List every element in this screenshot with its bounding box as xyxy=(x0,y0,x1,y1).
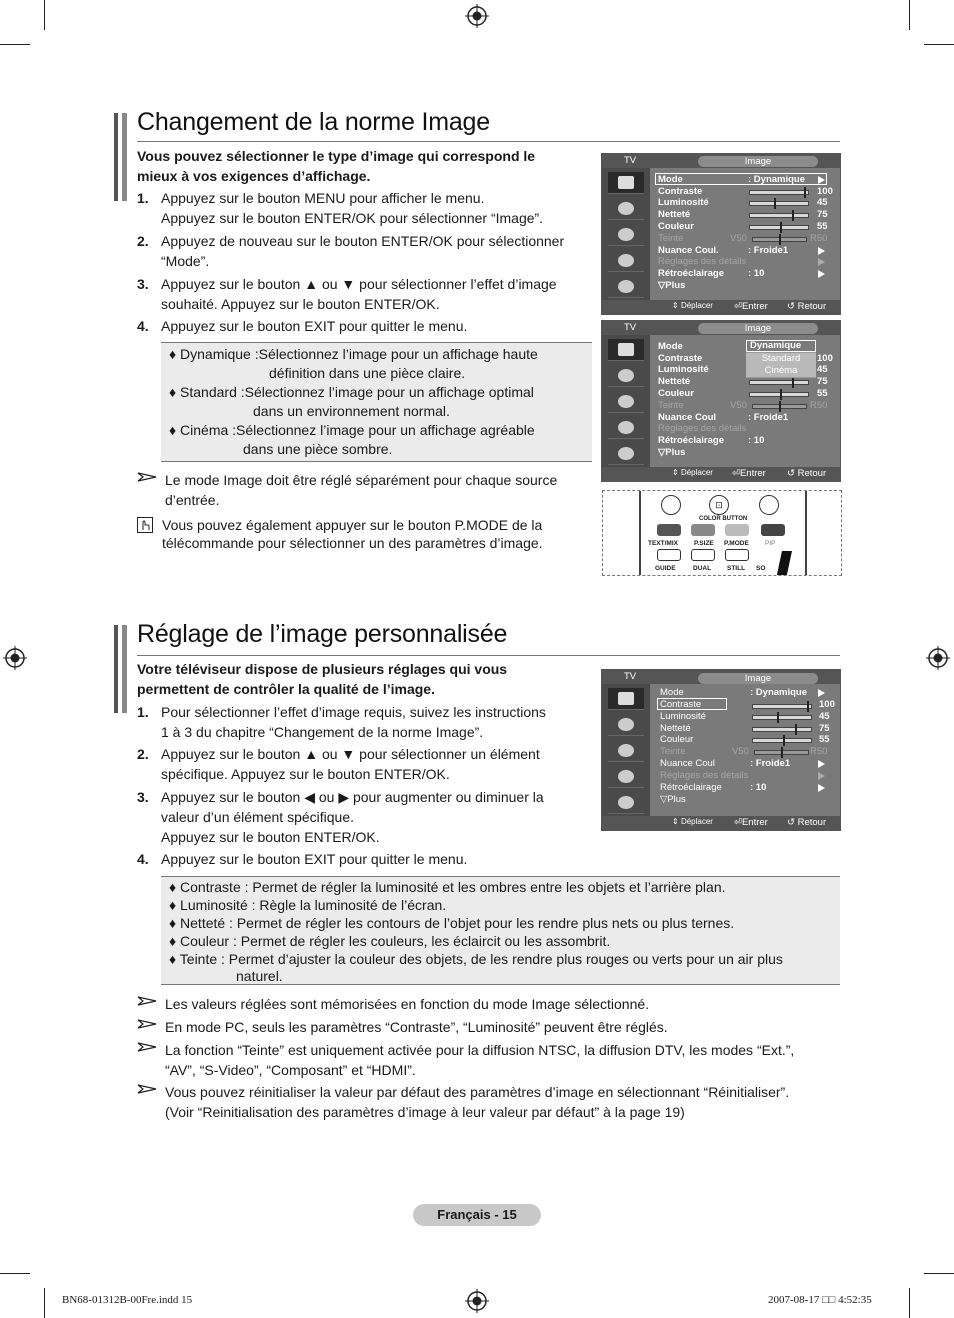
slider-knob[interactable] xyxy=(774,198,776,209)
crop-mark xyxy=(909,0,910,30)
menu-item-detail-settings[interactable]: Réglages des détails xyxy=(660,770,749,781)
menu-item-more[interactable]: ▽Plus xyxy=(658,280,686,291)
return-hint: ↺ Retour xyxy=(787,468,827,479)
picture-mode-box: ♦ Dynamique :Sélectionnez l’image pour un affichage haute définition dans une pièce claire. ♦ Standard :Sélectionnez l’image pour un affichage optimal dans un environnement normal. ♦ Cinéma :Sélectionnez l’image pour un affichage agréable dans une pièce sombre. xyxy=(161,342,592,462)
crop-mark xyxy=(924,44,954,45)
setup-gear-icon[interactable] xyxy=(608,766,644,788)
step-item: 3. Appuyez sur le bouton ▲ ou ▼ pour sélectionner l’effet d’image souhaité. Appuyez sur le bouton ENTER/OK. xyxy=(137,276,557,312)
section-bar xyxy=(122,625,127,713)
menu-item-backlight[interactable]: Rétroéclairage xyxy=(658,268,725,279)
remote-round-button[interactable] xyxy=(661,495,681,515)
note: Vous pouvez également appuyer sur le bouton P.MODE de la télécommande pour sélectionner un des paramètres d’image. xyxy=(137,515,597,555)
tv-menu-mode-options: TV Image Mode Contraste Luminosité Netteté Couleur Teinte V50 R50 Nuance Coul : Froide1 Réglages des détails Rétroéclairage : 10 ▽Plus 100 45 75 55 Dynamique Standard Cinéma ⇕ Déplacer ⏎Entrer ↺ Retour xyxy=(601,320,841,482)
menu-footer xyxy=(602,467,840,481)
so-button-label: SO xyxy=(756,565,766,572)
section-intro: Votre téléviseur dispose de plusieurs réglages qui vous permettent de contrôler la qualité de l’image. xyxy=(137,661,508,697)
dual-button-label: DUAL xyxy=(693,565,712,572)
color-yellow-button[interactable] xyxy=(725,524,749,536)
menu-item-mode[interactable]: Mode xyxy=(658,341,683,352)
text-mix-button-label: TEXT/MIX xyxy=(648,540,678,547)
menu-item-color-tone[interactable]: Nuance Coul xyxy=(658,412,717,423)
contrast-slider[interactable] xyxy=(752,704,812,709)
menu-item-sharpness[interactable]: Netteté xyxy=(658,376,691,387)
note: La fonction “Teinte” est uniquement activée pour la diffusion NTSC, la diffusion DTV, les modes “Ext.”, “AV”, “S-Video”, “Composant” et “HDMI”. xyxy=(137,1040,837,1080)
step-item: 2. Appuyez de nouveau sur le bouton ENTER/OK pour sélectionner “Mode”. xyxy=(137,233,565,269)
menu-footer xyxy=(602,816,840,830)
channel-icon[interactable] xyxy=(608,391,644,413)
slider-knob[interactable] xyxy=(783,735,785,746)
section-bar xyxy=(122,113,127,201)
menu-item-tint[interactable]: Teinte xyxy=(660,746,686,757)
mode-option-dynamique[interactable]: Dynamique xyxy=(746,340,816,352)
crop-mark xyxy=(44,0,45,30)
channel-icon[interactable] xyxy=(608,740,644,762)
section-bar xyxy=(114,625,118,713)
note: En mode PC, seuls les paramètres “Contraste”, “Luminosité” peuvent être réglés. xyxy=(137,1017,837,1037)
return-hint: ↺ Retour xyxy=(787,301,827,312)
note-arrow-icon xyxy=(137,1084,157,1094)
step-number: 4. xyxy=(137,318,149,334)
pip-button-label: PIP xyxy=(765,540,776,547)
color-blue-button[interactable] xyxy=(761,524,785,536)
color-green-button[interactable] xyxy=(691,524,715,536)
pointer-icon xyxy=(776,551,792,576)
color-slider[interactable] xyxy=(749,225,809,230)
channel-icon[interactable] xyxy=(608,224,644,246)
sound-icon[interactable] xyxy=(608,365,644,387)
guide-button-label: GUIDE xyxy=(655,565,676,572)
menu-sidebar xyxy=(602,335,650,469)
section-intro: Vous pouvez sélectionner le type d’image qui correspond le mieux à vos exigences d’affichage. xyxy=(137,148,536,184)
note-arrow-icon xyxy=(137,472,157,482)
registration-mark-icon xyxy=(926,646,950,670)
step-item: 1. Appuyez sur le bouton MENU pour afficher le menu. Appuyez sur le bouton ENTER/OK pour sélectionner “Image”. xyxy=(137,190,544,226)
picture-settings-box: ♦ Contraste : Permet de régler la luminosité et les ombres entre les objets et l’arrière plan. ♦ Luminosité : Règle la luminosité de l’écran. ♦ Netteté : Permet de régler les contours de l’objet pour les rendre plus nets ou plus ternes. ♦ Couleur : Permet de régler les couleurs, les éclaircit ou les assombrit. ♦ Teinte : Permet d’ajuster la couleur des objets, de les rendre plus rouges ou verts pour un air plus naturel. xyxy=(161,876,840,985)
sound-icon[interactable] xyxy=(608,198,644,220)
date-slug: 2007-08-17 □□ 4:52:35 xyxy=(768,1294,872,1306)
remote-round-button[interactable] xyxy=(759,495,779,515)
menu-item-detail-settings[interactable]: Réglages des détails xyxy=(658,256,747,267)
slider-knob[interactable] xyxy=(779,401,781,412)
brightness-slider[interactable] xyxy=(752,715,812,720)
step-number: 2. xyxy=(137,233,149,249)
picture-icon[interactable] xyxy=(608,172,644,194)
tv-menu-contrast: TV Image Mode : Dynamique Contraste Luminosité Netteté Couleur Teinte V50 R50 Nuance Coul : Froide1 Réglages des détails Rétroéclairage : 10 ▽Plus 100 45 75 55 ⇕ Déplacer ⏎Entrer ↺ Retour xyxy=(601,669,841,831)
brightness-slider[interactable] xyxy=(749,201,809,206)
step-item: 4. Appuyez sur le bouton EXIT pour quitter le menu. xyxy=(137,851,468,867)
menu-item-color[interactable]: Couleur xyxy=(658,221,694,232)
crop-mark xyxy=(924,1273,954,1274)
tv-menu-picture-mode: TV Image Mode : Dynamique Contraste Luminosité Netteté Couleur Teinte V50 R50 Nuance Coul. : Froide1 Réglages des détails Rétroéclairage : 10 ▽Plus 100 45 75 55 ⇕ Déplacer ⏎Entrer ↺ Retour xyxy=(601,153,841,315)
slider-knob[interactable] xyxy=(779,234,781,245)
menu-item-mode[interactable]: Mode xyxy=(658,174,683,185)
sharpness-slider[interactable] xyxy=(752,727,812,732)
section-bar xyxy=(114,113,118,201)
slider-knob[interactable] xyxy=(780,389,782,400)
slider-knob[interactable] xyxy=(781,747,783,758)
note-arrow-icon xyxy=(137,1019,157,1029)
menu-item-color[interactable]: Couleur xyxy=(660,734,694,745)
slider-knob[interactable] xyxy=(807,701,809,712)
menu-item-contrast[interactable]: Contraste xyxy=(658,353,703,364)
registration-mark-icon xyxy=(465,1289,489,1313)
menu-item-color-tone[interactable]: Nuance Coul. xyxy=(658,245,719,256)
menu-item-backlight[interactable]: Rétroéclairage xyxy=(658,435,725,446)
step-item: 4. Appuyez sur le bouton EXIT pour quitter le menu. xyxy=(137,318,468,334)
move-hint: ⇕ Déplacer xyxy=(672,817,713,826)
step-number: 4. xyxy=(137,851,149,867)
tint-slider[interactable] xyxy=(752,237,807,242)
crop-mark xyxy=(44,1288,45,1318)
mode-option-standard[interactable]: Standard xyxy=(746,353,816,365)
color-button-label: COLOR BUTTON xyxy=(699,516,748,522)
menu-sidebar xyxy=(602,684,650,818)
step-number: 3. xyxy=(137,276,149,292)
input-icon[interactable] xyxy=(608,792,644,814)
menu-item-tint[interactable]: Teinte xyxy=(658,233,684,244)
enter-hint: ⏎Entrer xyxy=(734,817,768,828)
step-number: 1. xyxy=(137,190,149,206)
slider-knob[interactable] xyxy=(780,222,782,233)
color-slider[interactable] xyxy=(752,738,812,743)
enter-hint: ⏎Entrer xyxy=(732,468,766,479)
mode-dropdown[interactable] xyxy=(746,340,816,378)
picture-icon[interactable] xyxy=(608,688,644,710)
contrast-slider[interactable] xyxy=(749,190,809,195)
enter-hint: ⏎Entrer xyxy=(734,301,768,312)
remote-illustration xyxy=(602,490,842,576)
menu-item-sharpness[interactable]: Netteté xyxy=(660,723,691,734)
menu-item-tint[interactable]: Teinte xyxy=(658,400,684,411)
move-hint: ⇕ Déplacer xyxy=(672,468,713,477)
crop-mark xyxy=(0,1273,30,1274)
menu-item-backlight[interactable]: Rétroéclairage xyxy=(660,782,722,793)
menu-sidebar xyxy=(602,168,650,302)
menu-item-contrast[interactable]: Contraste xyxy=(660,699,702,710)
text-mix-button[interactable] xyxy=(657,549,681,561)
input-icon[interactable] xyxy=(608,276,644,298)
picture-icon[interactable] xyxy=(608,339,644,361)
menu-item-brightness[interactable]: Luminosité xyxy=(660,711,706,722)
menu-item-mode[interactable]: Mode xyxy=(660,687,684,698)
crop-mark xyxy=(0,44,30,45)
tint-slider[interactable] xyxy=(752,404,807,409)
slider-knob[interactable] xyxy=(777,712,779,723)
file-slug: BN68-01312B-00Fre.indd 15 xyxy=(62,1294,193,1306)
return-hint: ↺ Retour xyxy=(787,817,827,828)
slider-knob[interactable] xyxy=(792,377,794,388)
section-title: Changement de la norme Image xyxy=(137,108,490,136)
setup-gear-icon[interactable] xyxy=(608,417,644,439)
note: Vous pouvez réinitialiser la valeur par défaut des paramètres d’image en sélectionnant “Réinitialiser”. (Voir “Reinitialisation des paramètres d’image à leur valeur par défaut” à la page 19) xyxy=(137,1082,837,1122)
slider-knob[interactable] xyxy=(795,724,797,735)
menu-item-more[interactable]: ▽Plus xyxy=(660,794,686,805)
menu-item-brightness[interactable]: Luminosité xyxy=(658,364,709,375)
color-slider[interactable] xyxy=(749,392,809,397)
title-rule xyxy=(137,141,840,142)
mode-option-cinema[interactable]: Cinéma xyxy=(746,365,816,377)
crop-mark xyxy=(909,1288,910,1318)
sound-icon[interactable] xyxy=(608,714,644,736)
setup-gear-icon[interactable] xyxy=(608,250,644,272)
registration-mark-icon xyxy=(465,4,489,28)
still-button-label: STILL xyxy=(727,565,746,572)
tint-slider[interactable] xyxy=(754,750,809,755)
menu-item-detail-settings[interactable]: Réglages des détails xyxy=(658,423,747,434)
section-title: Réglage de l’image personnalisée xyxy=(137,620,508,648)
menu-item-color[interactable]: Couleur xyxy=(658,388,694,399)
page-number-badge: Français - 15 xyxy=(413,1204,541,1226)
remote-hand-icon xyxy=(137,517,153,533)
note: Les valeurs réglées sont mémorisées en fonction du mode Image sélectionné. xyxy=(137,994,837,1014)
note-arrow-icon xyxy=(137,996,157,1006)
step-number: 2. xyxy=(137,746,149,762)
pmode-button[interactable] xyxy=(725,549,749,561)
step-item: 2. Appuyez sur le bouton ▲ ou ▼ pour sélectionner un élément spécifique. Appuyez sur le bouton ENTER/OK. xyxy=(137,746,540,782)
menu-footer xyxy=(602,300,840,314)
menu-item-sharpness[interactable]: Netteté xyxy=(658,209,691,220)
slider-knob[interactable] xyxy=(804,187,806,198)
step-number: 3. xyxy=(137,789,149,805)
remote-round-button[interactable]: ⊡ xyxy=(709,495,729,515)
registration-mark-icon xyxy=(3,646,27,670)
slider-knob[interactable] xyxy=(792,210,794,221)
menu-item-more[interactable]: ▽Plus xyxy=(658,447,686,458)
sharpness-slider[interactable] xyxy=(749,380,809,385)
move-hint: ⇕ Déplacer xyxy=(672,301,713,310)
step-item: 1. Pour sélectionner l’effet d’image requis, suivez les instructions 1 à 3 du chapitre “Changement de la norme Image”. xyxy=(137,704,546,740)
title-rule xyxy=(137,655,840,656)
note: Le mode Image doit être réglé séparément pour chaque source d’entrée. xyxy=(137,470,597,510)
psize-button[interactable] xyxy=(691,549,715,561)
step-number: 1. xyxy=(137,704,149,720)
menu-item-contrast[interactable]: Contraste xyxy=(658,186,703,197)
pmode-button-label: P.MODE xyxy=(724,540,749,547)
psize-button-label: P.SIZE xyxy=(694,540,714,547)
menu-item-brightness[interactable]: Luminosité xyxy=(658,197,709,208)
step-item: 3. Appuyez sur le bouton ◀ ou ▶ pour augmenter ou diminuer la valeur d’un élément spécifique. Appuyez sur le bouton ENTER/OK. xyxy=(137,789,544,845)
note-arrow-icon xyxy=(137,1042,157,1052)
input-icon[interactable] xyxy=(608,443,644,465)
menu-item-color-tone[interactable]: Nuance Coul xyxy=(660,758,715,769)
sharpness-slider[interactable] xyxy=(749,213,809,218)
color-red-button[interactable] xyxy=(657,524,681,536)
